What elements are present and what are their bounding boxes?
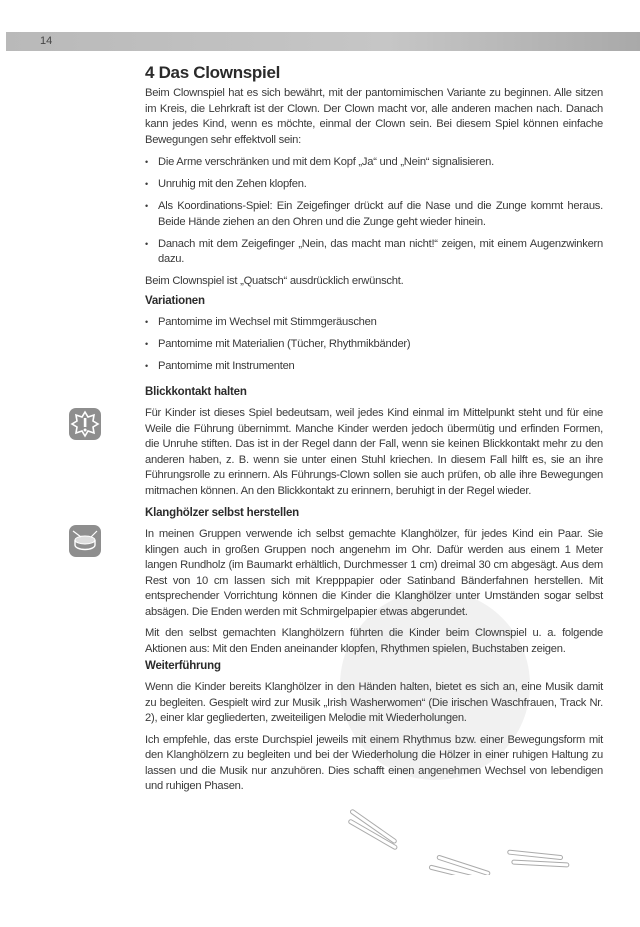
- intro-paragraph: Beim Clownspiel hat es sich bewährt, mit der pantomimischen Variante zu beginnen. Alle sitzen im Kreis, die Lehrkraft ist der Clown. Der Clown macht vor, alle anderen machen nach. Danach kann jedes Kind, wenn es möchte, einmal der Clown sein. Bei diesem Spiel können einfache Bewegungen sehr effektvoll sein:: [145, 87, 603, 146]
- blickkontakt-section: [145, 406, 603, 499]
- list-item: • Pantomime mit Materialien (Tücher, Rhythmikbänder): [145, 337, 603, 353]
- weiterfuehrung-paragraph: Wenn die Kinder bereits Klanghölzer in den Händen halten, bietet es sich an, eine Musik damit zu begleiten. Gespielt wird zur Musik „Irish Washerwomen“ (Die irischen Waschfrauen, Track Nr. 2), einer klar gegliederten, zweiteiligen Melodie mit Wiederholungen.: [145, 681, 603, 724]
- klanghoelzer-paragraph: Mit den selbst gemachten Klanghölzern führten die Kinder beim Clownspiel u. a. folgende Aktionen aus: Mit den Enden aneinander klopfen, Rhythmen spielen, Buchstaben zeigen.: [145, 627, 603, 655]
- list-item: • Pantomime mit Instrumenten: [145, 359, 603, 375]
- klanghoelzer-paragraph: In meinen Gruppen verwende ich selbst gemachte Klanghölzer, für jedes Kind ein Paar. Sie klingen auch in großen Gruppen noch angenehm im Ohr. Dafür werden aus einem 1 Meter langen Rundholz (im Baumarkt erhältlich, Durchmesser 1 cm) dreimal 30 cm abgesägt. Aus dem Rest von 10 cm lassen sich mit Krepppapier oder Satinband Bänderfahnen herstellen. Mit entsprechender Vorrichtung können die Kinder die Klanghölzer unter Umständen sogar selbst absägen. Die Enden werden mit Schmirgelpapier etwas abgerundet.: [145, 528, 603, 618]
- intro-closing: Beim Clownspiel ist „Quatsch“ ausdrücklich erwünscht.: [145, 275, 404, 287]
- claves-sticks-illustration: [330, 805, 630, 875]
- list-item: • Unruhig mit den Zehen klopfen.: [145, 177, 603, 193]
- weiterfuehrung-section: [145, 680, 603, 795]
- section-heading-klanghoelzer: Klanghölzer selbst herstellen: [145, 507, 299, 519]
- header-bar: [6, 32, 640, 51]
- chapter-title: 4 Das Clownspiel: [145, 63, 281, 82]
- page-number: 14: [40, 35, 53, 47]
- section-heading-variationen: Variationen: [145, 295, 205, 307]
- drum-icon: [69, 525, 101, 557]
- list-item: • Danach mit dem Zeigefinger „Nein, das macht man nicht!“ zeigen, mit einem Augenzwinkern dazu.: [145, 237, 603, 268]
- blickkontakt-paragraph: Für Kinder ist dieses Spiel bedeutsam, weil jedes Kind einmal im Mittelpunkt steht und für eine Weile die Führung übernimmt. Manche Kinder werden jedoch übermütig und erfinden Formen, die Unruhe stiften. Das ist in der Regel dann der Fall, wenn sie keinen Blickkontakt mehr zu den anderen haben, z. B. wenn sie unter einen Stuhl kriechen. In diesem Fall hilft es, sie an ihre Führungsrolle zu erinnern. Als Führungs-Clown sollen sie auch prüfen, ob alle ihre Bewegungen mitmachen können. An den Blickkontakt zu erinnern, beruhigt in der Regel wieder.: [145, 407, 603, 497]
- section-heading-blickkontakt: Blickkontakt halten: [145, 386, 247, 398]
- intro-section: [145, 86, 603, 290]
- weiterfuehrung-paragraph: Ich empfehle, das erste Durchspiel jeweils mit einem Rhythmus bzw. einer Bewegungsform mit den Klanghölzern zu begleiten und bei der Wiederholung die Hölzer in einer ruhigen Haltung zu lassen und die Musik nur anzuhören. Dies schafft einen angenehmen Wechsel von lebendigen und ruhigen Phasen.: [145, 733, 603, 792]
- variationen-list: [145, 315, 603, 375]
- list-item: • Die Arme verschränken und mit dem Kopf „Ja“ und „Nein“ signalisieren.: [145, 155, 603, 171]
- variationen-section: [145, 315, 603, 381]
- list-item: • Als Koordinations-Spiel: Ein Zeigefinger drückt auf die Nase und die Zunge kommt heraus. Beide Hände ziehen an den Ohren und die Zunge geht wieder hinein.: [145, 199, 603, 230]
- exclamation-burst-icon: [69, 408, 101, 440]
- klanghoelzer-section: [145, 527, 603, 657]
- intro-bullet-list: [145, 155, 603, 268]
- list-item: • Pantomime im Wechsel mit Stimmgeräuschen: [145, 315, 603, 331]
- section-heading-weiterfuehrung: Weiterführung: [145, 660, 221, 672]
